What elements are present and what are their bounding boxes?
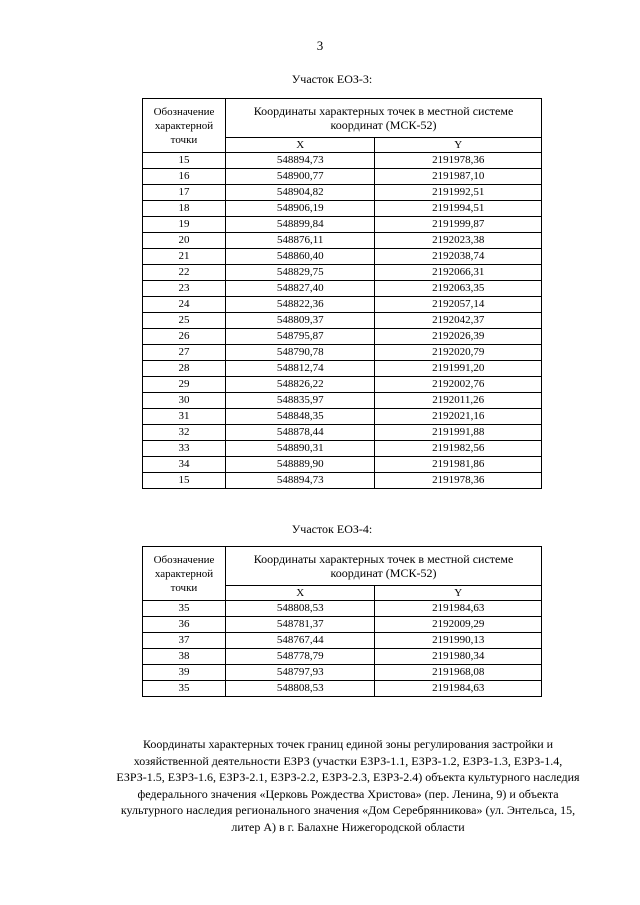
x-coordinate-cell: 548822,36 [226, 297, 375, 313]
coordinates-table-eoz-4 [142, 546, 542, 697]
table-row [143, 201, 542, 217]
table-row [143, 185, 542, 201]
table-row [143, 473, 542, 489]
x-coordinate-cell: 548890,31 [226, 441, 375, 457]
y-coordinate-cell: 2191968,08 [375, 665, 542, 681]
y-coordinate-cell: 2192057,14 [375, 297, 542, 313]
x-coordinate-cell: 548894,73 [226, 473, 375, 489]
point-number-cell: 32 [143, 425, 226, 441]
x-coordinate-cell: 548809,37 [226, 313, 375, 329]
x-coordinate-cell: 548904,82 [226, 185, 375, 201]
y-coordinate-cell: 2191999,87 [375, 217, 542, 233]
document-caption: Координаты характерных точек границ единой зоны регулирования застройки и хозяйственной деятельности ЕЗРЗ (участки ЕЗРЗ-1.1, ЕЗРЗ-1.2, ЕЗРЗ-1.3, ЕЗРЗ-1.4, ЕЗРЗ-1.5, ЕЗРЗ-1.6, ЕЗРЗ-2.1, ЕЗРЗ-2.2, ЕЗРЗ-2.3, ЕЗРЗ-2.4) объекта культурного наследия федерального значения «Церковь Рождества Христова» (пер. Ленина, 9) и объекта культурного наследия регионального значения «Дом Серебрянникова» (ул. Энтельса, 15, литер А) в г. Балахне Нижегородской области [116, 737, 580, 834]
point-number-cell: 28 [143, 361, 226, 377]
section-title-eoz-4: Участок ЕОЗ-4: [291, 522, 373, 536]
header-y: Y [375, 138, 542, 153]
x-coordinate-cell: 548826,22 [226, 377, 375, 393]
table-row [143, 217, 542, 233]
x-coordinate-cell: 548767,44 [226, 633, 375, 649]
x-coordinate-cell: 548878,44 [226, 425, 375, 441]
header-point-label: Обозначение характерной точки [143, 547, 226, 601]
point-number-cell: 25 [143, 313, 226, 329]
table-row [143, 233, 542, 249]
x-coordinate-cell: 548808,53 [226, 601, 375, 617]
table-row [143, 665, 542, 681]
y-coordinate-cell: 2191978,36 [375, 153, 542, 169]
point-number-cell: 16 [143, 169, 226, 185]
x-coordinate-cell: 548797,93 [226, 665, 375, 681]
x-coordinate-cell: 548900,77 [226, 169, 375, 185]
table-row [143, 297, 542, 313]
point-number-cell: 39 [143, 665, 226, 681]
table-row [143, 457, 542, 473]
x-coordinate-cell: 548827,40 [226, 281, 375, 297]
table-row [143, 633, 542, 649]
table-row [143, 169, 542, 185]
y-coordinate-cell: 2192066,31 [375, 265, 542, 281]
point-number-cell: 24 [143, 297, 226, 313]
point-number-cell: 35 [143, 601, 226, 617]
table-row [143, 265, 542, 281]
y-coordinate-cell: 2192042,37 [375, 313, 542, 329]
y-coordinate-cell: 2191994,51 [375, 201, 542, 217]
x-coordinate-cell: 548835,97 [226, 393, 375, 409]
table-row [143, 425, 542, 441]
point-number-cell: 15 [143, 473, 226, 489]
y-coordinate-cell: 2192011,26 [375, 393, 542, 409]
x-coordinate-cell: 548808,53 [226, 681, 375, 697]
y-coordinate-cell: 2191980,34 [375, 649, 542, 665]
point-number-cell: 31 [143, 409, 226, 425]
point-number-cell: 22 [143, 265, 226, 281]
x-coordinate-cell: 548894,73 [226, 153, 375, 169]
table-row [143, 281, 542, 297]
section-title-eoz-3: Участок ЕОЗ-3: [291, 72, 373, 86]
table-row [143, 249, 542, 265]
x-coordinate-cell: 548829,75 [226, 265, 375, 281]
point-number-cell: 21 [143, 249, 226, 265]
y-coordinate-cell: 2191978,36 [375, 473, 542, 489]
table-body [143, 601, 542, 697]
x-coordinate-cell: 548906,19 [226, 201, 375, 217]
point-number-cell: 38 [143, 649, 226, 665]
table-row [143, 601, 542, 617]
point-number-cell: 26 [143, 329, 226, 345]
header-x: X [226, 138, 375, 153]
x-coordinate-cell: 548899,84 [226, 217, 375, 233]
header-point-label: Обозначение характерной точки [143, 99, 226, 153]
x-coordinate-cell: 548790,78 [226, 345, 375, 361]
table-row [143, 617, 542, 633]
y-coordinate-cell: 2192063,35 [375, 281, 542, 297]
x-coordinate-cell: 548876,11 [226, 233, 375, 249]
page-number: 3 [316, 38, 324, 53]
point-number-cell: 23 [143, 281, 226, 297]
y-coordinate-cell: 2192023,38 [375, 233, 542, 249]
table-row [143, 409, 542, 425]
point-number-cell: 35 [143, 681, 226, 697]
point-number-cell: 27 [143, 345, 226, 361]
table-row [143, 361, 542, 377]
table-row [143, 153, 542, 169]
table-row [143, 441, 542, 457]
table-row [143, 681, 542, 697]
y-coordinate-cell: 2191984,63 [375, 681, 542, 697]
header-x: X [226, 586, 375, 601]
y-coordinate-cell: 2191981,86 [375, 457, 542, 473]
point-number-cell: 15 [143, 153, 226, 169]
y-coordinate-cell: 2192020,79 [375, 345, 542, 361]
point-number-cell: 36 [143, 617, 226, 633]
table-row [143, 313, 542, 329]
x-coordinate-cell: 548778,79 [226, 649, 375, 665]
header-coords-label: Координаты характерных точек в местной системе координат (МСК-52) [226, 99, 542, 138]
y-coordinate-cell: 2192038,74 [375, 249, 542, 265]
point-number-cell: 20 [143, 233, 226, 249]
table-row [143, 393, 542, 409]
point-number-cell: 34 [143, 457, 226, 473]
y-coordinate-cell: 2191982,56 [375, 441, 542, 457]
point-number-cell: 37 [143, 633, 226, 649]
table-body [143, 153, 542, 489]
y-coordinate-cell: 2191992,51 [375, 185, 542, 201]
point-number-cell: 33 [143, 441, 226, 457]
x-coordinate-cell: 548795,87 [226, 329, 375, 345]
table-row [143, 345, 542, 361]
point-number-cell: 30 [143, 393, 226, 409]
y-coordinate-cell: 2191990,13 [375, 633, 542, 649]
y-coordinate-cell: 2191991,20 [375, 361, 542, 377]
x-coordinate-cell: 548860,40 [226, 249, 375, 265]
coordinates-table-eoz-3 [142, 98, 542, 489]
header-y: Y [375, 586, 542, 601]
table-row [143, 649, 542, 665]
header-coords-label: Координаты характерных точек в местной системе координат (МСК-52) [226, 547, 542, 586]
y-coordinate-cell: 2191987,10 [375, 169, 542, 185]
point-number-cell: 18 [143, 201, 226, 217]
x-coordinate-cell: 548889,90 [226, 457, 375, 473]
y-coordinate-cell: 2192026,39 [375, 329, 542, 345]
y-coordinate-cell: 2192009,29 [375, 617, 542, 633]
x-coordinate-cell: 548781,37 [226, 617, 375, 633]
point-number-cell: 29 [143, 377, 226, 393]
table-row [143, 377, 542, 393]
y-coordinate-cell: 2192021,16 [375, 409, 542, 425]
table-row [143, 329, 542, 345]
y-coordinate-cell: 2192002,76 [375, 377, 542, 393]
x-coordinate-cell: 548848,35 [226, 409, 375, 425]
point-number-cell: 17 [143, 185, 226, 201]
x-coordinate-cell: 548812,74 [226, 361, 375, 377]
y-coordinate-cell: 2191984,63 [375, 601, 542, 617]
y-coordinate-cell: 2191991,88 [375, 425, 542, 441]
point-number-cell: 19 [143, 217, 226, 233]
